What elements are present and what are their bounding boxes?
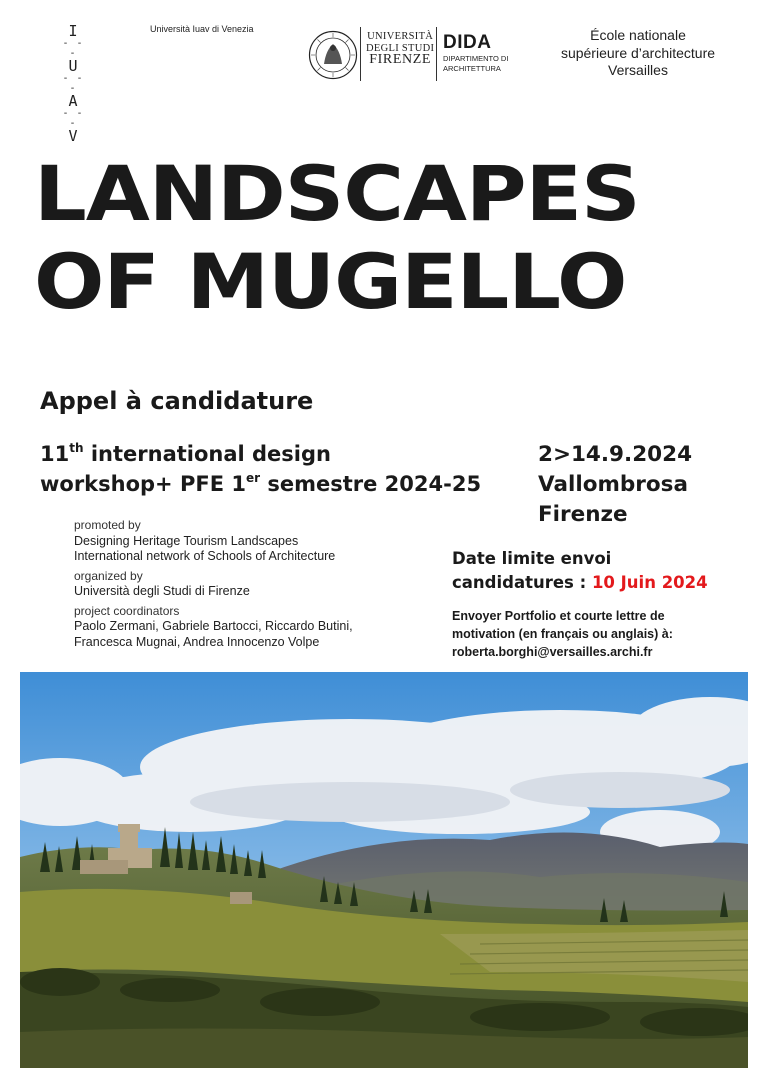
university-seal-icon bbox=[308, 30, 358, 80]
workshop-line-1 bbox=[40, 439, 481, 469]
text: international design bbox=[83, 442, 331, 466]
text: semestre 2024-25 bbox=[260, 472, 482, 496]
event-place: Vallombrosa bbox=[538, 472, 688, 497]
call-heading: Appel à candidature bbox=[40, 387, 314, 415]
text: workshop+ PFE 1 bbox=[40, 472, 246, 496]
iuav-letter: U bbox=[68, 57, 78, 75]
iuav-letter: V bbox=[68, 127, 78, 145]
unifi-line: FIRENZE bbox=[369, 52, 432, 67]
instruction-line: Envoyer Portfolio et courte lettre de bbox=[452, 609, 665, 623]
workshop-line-2 bbox=[40, 469, 481, 499]
iuav-letter: A bbox=[68, 92, 78, 110]
coordinators-label: project coordinators bbox=[74, 603, 180, 618]
deadline-line bbox=[452, 571, 708, 595]
divider bbox=[360, 27, 361, 81]
event-info bbox=[538, 440, 692, 530]
landscape-photo bbox=[20, 672, 748, 1068]
event-place: Firenze bbox=[538, 502, 628, 527]
unifi-wordmark bbox=[366, 31, 434, 66]
submission-instructions bbox=[452, 607, 673, 661]
iuav-name: Università Iuav di Venezia bbox=[150, 24, 254, 34]
deadline-date: 10 Juin 2024 bbox=[591, 573, 708, 592]
iuav-separator: - - - bbox=[62, 108, 84, 129]
ensa-line: Versailles bbox=[608, 62, 668, 78]
promoted-label: promoted by bbox=[74, 518, 141, 532]
unifi-line: DEGLI STUDI bbox=[366, 42, 435, 54]
promoted-group bbox=[74, 518, 353, 565]
deadline-label: candidatures : bbox=[452, 573, 592, 592]
iuav-separator: - - - bbox=[62, 73, 84, 94]
dida-line: DIPARTIMENTO DI bbox=[443, 54, 509, 63]
dida-title: DIDA bbox=[443, 32, 492, 53]
event-dates: 2>14.9.2024 bbox=[538, 442, 693, 467]
ensa-line: supérieure d’architecture bbox=[560, 44, 716, 61]
credit-line: Designing Heritage Tourism Landscapes bbox=[74, 533, 299, 548]
divider bbox=[436, 27, 437, 81]
iuav-logo bbox=[58, 24, 88, 144]
credit-line: Francesca Mugnai, Andrea Innocenzo Volpe bbox=[74, 634, 320, 649]
credits bbox=[74, 518, 353, 654]
ensa-versailles-logo bbox=[548, 27, 728, 80]
credit-line: Paolo Zermani, Gabriele Bartocci, Riccardo Butini, bbox=[74, 619, 353, 633]
iuav-separator: - - - bbox=[62, 38, 84, 59]
dida-line: ARCHITETTURA bbox=[443, 64, 501, 73]
superscript: er bbox=[245, 471, 261, 485]
deadline bbox=[452, 547, 708, 595]
workshop-description bbox=[40, 439, 481, 499]
iuav-letter: I bbox=[68, 22, 78, 40]
title-line: LANDSCAPES bbox=[34, 149, 640, 238]
title-line: OF MUGELLO bbox=[34, 237, 627, 326]
instruction-line: motivation (en français ou anglais) à: bbox=[452, 627, 673, 641]
organized-label: organized by bbox=[74, 568, 143, 583]
contact-email: roberta.borghi@versailles.archi.fr bbox=[452, 645, 653, 659]
credit-line: Università degli Studi di Firenze bbox=[74, 584, 250, 598]
text: 11 bbox=[40, 442, 70, 466]
deadline-line: Date limite envoi bbox=[452, 549, 612, 568]
dida-logo bbox=[443, 33, 508, 73]
organized-group bbox=[74, 569, 353, 600]
unifi-line: UNIVERSITÀ bbox=[367, 31, 434, 42]
coordinators-group bbox=[74, 604, 353, 651]
credit-line: International network of Schools of Architecture bbox=[74, 549, 336, 563]
ensa-line: École nationale bbox=[590, 27, 686, 43]
superscript: th bbox=[69, 441, 84, 455]
poster-title bbox=[34, 150, 640, 326]
